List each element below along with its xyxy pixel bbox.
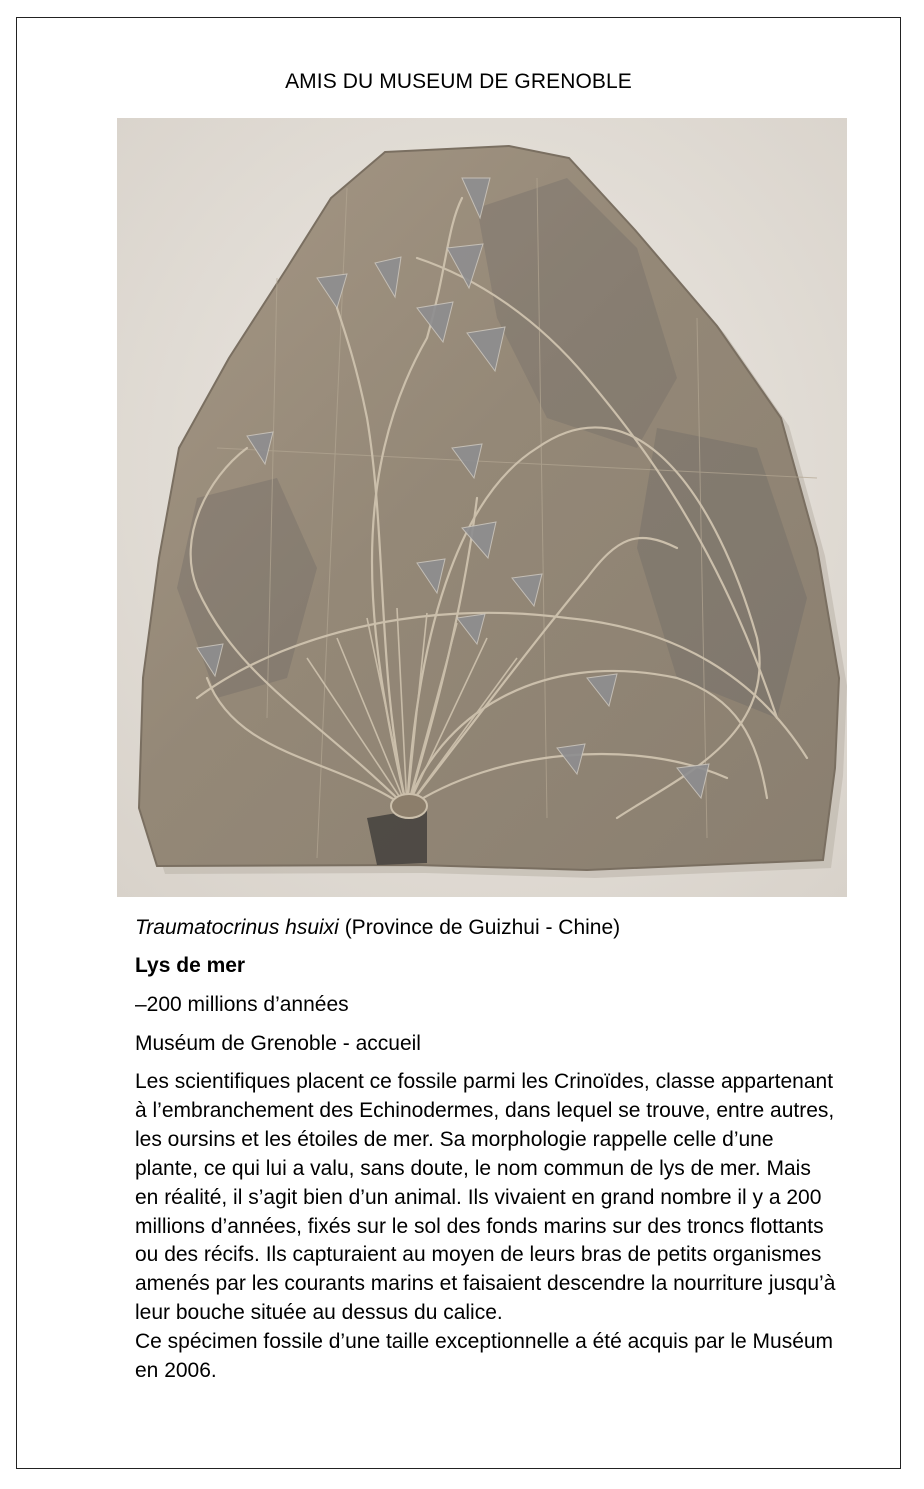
species-name: Traumatocrinus hsuixi [135, 916, 339, 939]
species-line [135, 916, 620, 940]
description-paragraph-1: Les scientifiques placent ce fossile parmi les Crinoïdes, classe appartenant à l’embranchement des Echinodermes, dans lequel se trouve, entre autres, les oursins et les étoiles de mer. Sa morphologie rappelle celle d’une plante, ce qui lui a valu, sans doute, le nom commun de lys de mer. Mais en réalité, il s’agit bien d’un animal. Ils vivaient en grand nombre il y a 200 millions d’années, fixés sur le sol des fonds marins sur des troncs flottants ou des récifs. Ils capturaient au moyen de leurs bras de petits organismes amenés par les courants marins et faisaient descendre la nourriture jusqu’à leur bouche située au dessus du calice. [135, 1070, 836, 1325]
page-header: AMIS DU MUSEUM DE GRENOBLE [285, 70, 632, 93]
fossil-photo [117, 118, 847, 897]
fossil-age: –200 millions d’années [135, 993, 349, 1016]
common-name: Lys de mer [135, 954, 246, 977]
fossil-location: Muséum de Grenoble - accueil [135, 1032, 421, 1055]
species-origin: (Province de Guizhui - Chine) [338, 916, 621, 939]
info-card [16, 17, 901, 1469]
description [135, 1068, 840, 1386]
description-paragraph-2: Ce spécimen fossile d’une taille exceptionnelle a été acquis par le Muséum en 2006. [135, 1330, 834, 1383]
